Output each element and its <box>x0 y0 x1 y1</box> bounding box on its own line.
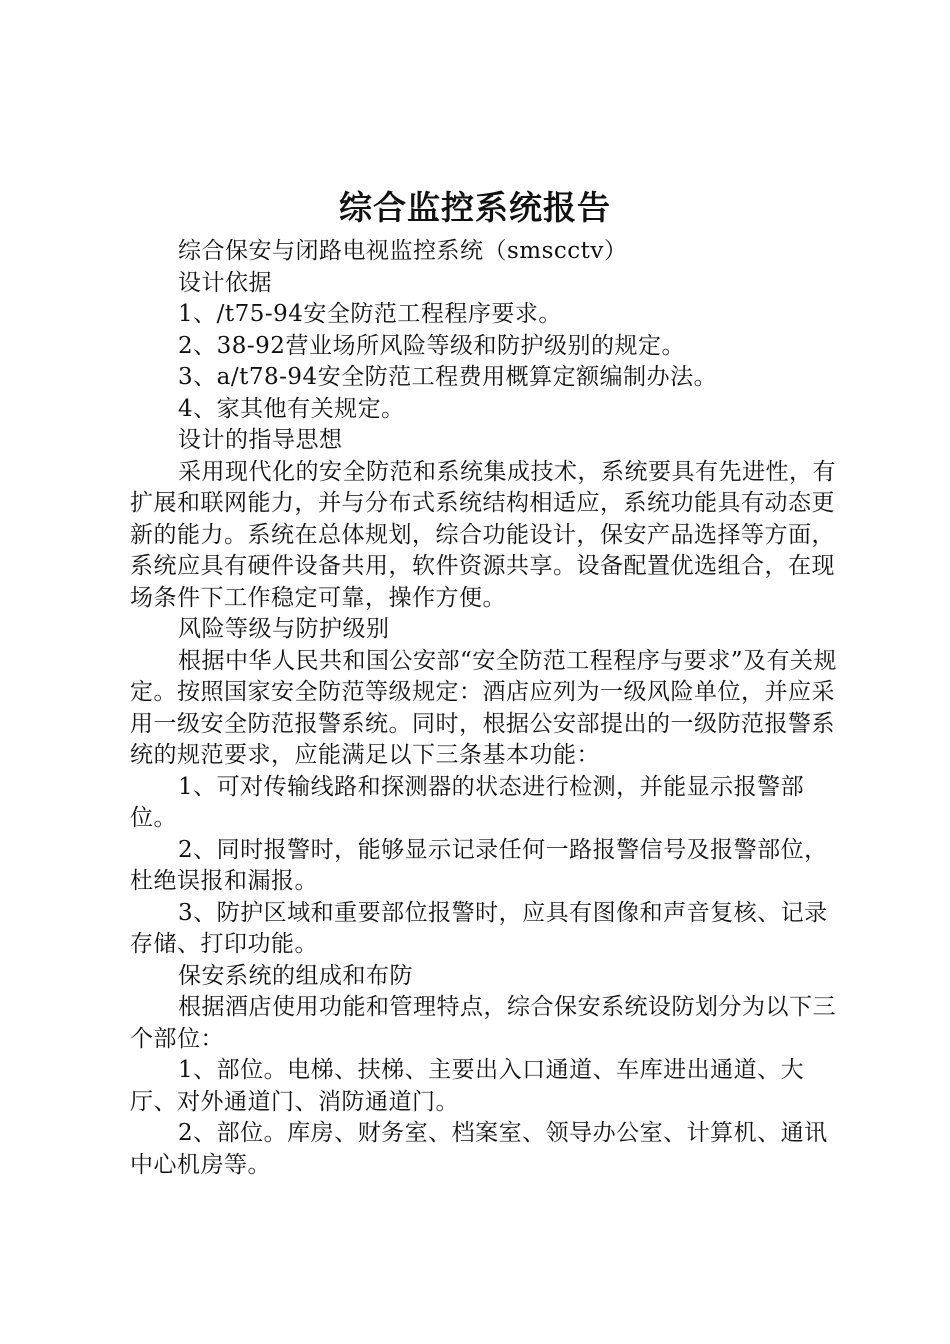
document-title: 综合监控系统报告 <box>339 188 611 227</box>
basis-item-4: 4、家其他有关规定。 <box>178 395 405 422</box>
section-heading-design-basis: 设计依据 <box>178 269 272 296</box>
zone-item-1: 1、部位。电梯、扶梯、主要出入口通道、车库进出通道、大厅、对外通道门、消防通道门。 <box>130 1057 805 1115</box>
basis-item-1: 1、/t75-94安全防范工程程序要求。 <box>178 301 562 327</box>
section-heading-guiding-idea: 设计的指导思想 <box>178 427 343 453</box>
basis-item-3: 3、a/t78-94安全防范工程费用概算定额编制办法。 <box>178 364 718 390</box>
risk-level-paragraph: 根据中华人民共和国公安部“安全防范工程程序与要求”及有关规定。按照国家安全防范等级规定：酒店应列为一级风险单位，并应采用一级安全防范报警系统。同时，根据公安部提出的一级防范报警系统的规范要求，应能满足以下三条基本功能： <box>130 647 838 768</box>
composition-paragraph: 根据酒店使用功能和管理特点，综合保安系统设防划分为以下三个部位： <box>130 994 836 1052</box>
section-heading-risk-level: 风险等级与防护级别 <box>178 616 390 642</box>
basis-item-2: 2、38-92营业场所风险等级和防护级别的规定。 <box>178 332 685 359</box>
system-name-line: 综合保安与闭路电视监控系统（smscctv） <box>178 238 628 264</box>
section-heading-composition: 保安系统的组成和布防 <box>178 962 413 989</box>
function-item-2: 2、同时报警时，能够显示记录任何一路报警信号及报警部位，杜绝误报和漏报。 <box>130 836 828 894</box>
zone-item-2: 2、部位。库房、财务室、档案室、领导办公室、计算机、通讯中心机房等。 <box>130 1120 828 1178</box>
function-item-3: 3、防护区域和重要部位报警时，应具有图像和声音复核、记录存储、打印功能。 <box>130 899 828 957</box>
document-body <box>130 236 850 1181</box>
guiding-idea-paragraph: 采用现代化的安全防范和系统集成技术，系统要具有先进性，有扩展和联网能力，并与分布式系统结构相适应，系统功能具有动态更新的能力。系统在总体规划，综合功能设计，保安产品选择等方面，系统应具有硬件设备共用，软件资源共享。设备配置优选组合，在现场条件下工作稳定可靠，操作方便。 <box>130 458 836 611</box>
function-item-1: 1、可对传输线路和探测器的状态进行检测，并能显示报警部位。 <box>130 773 805 831</box>
